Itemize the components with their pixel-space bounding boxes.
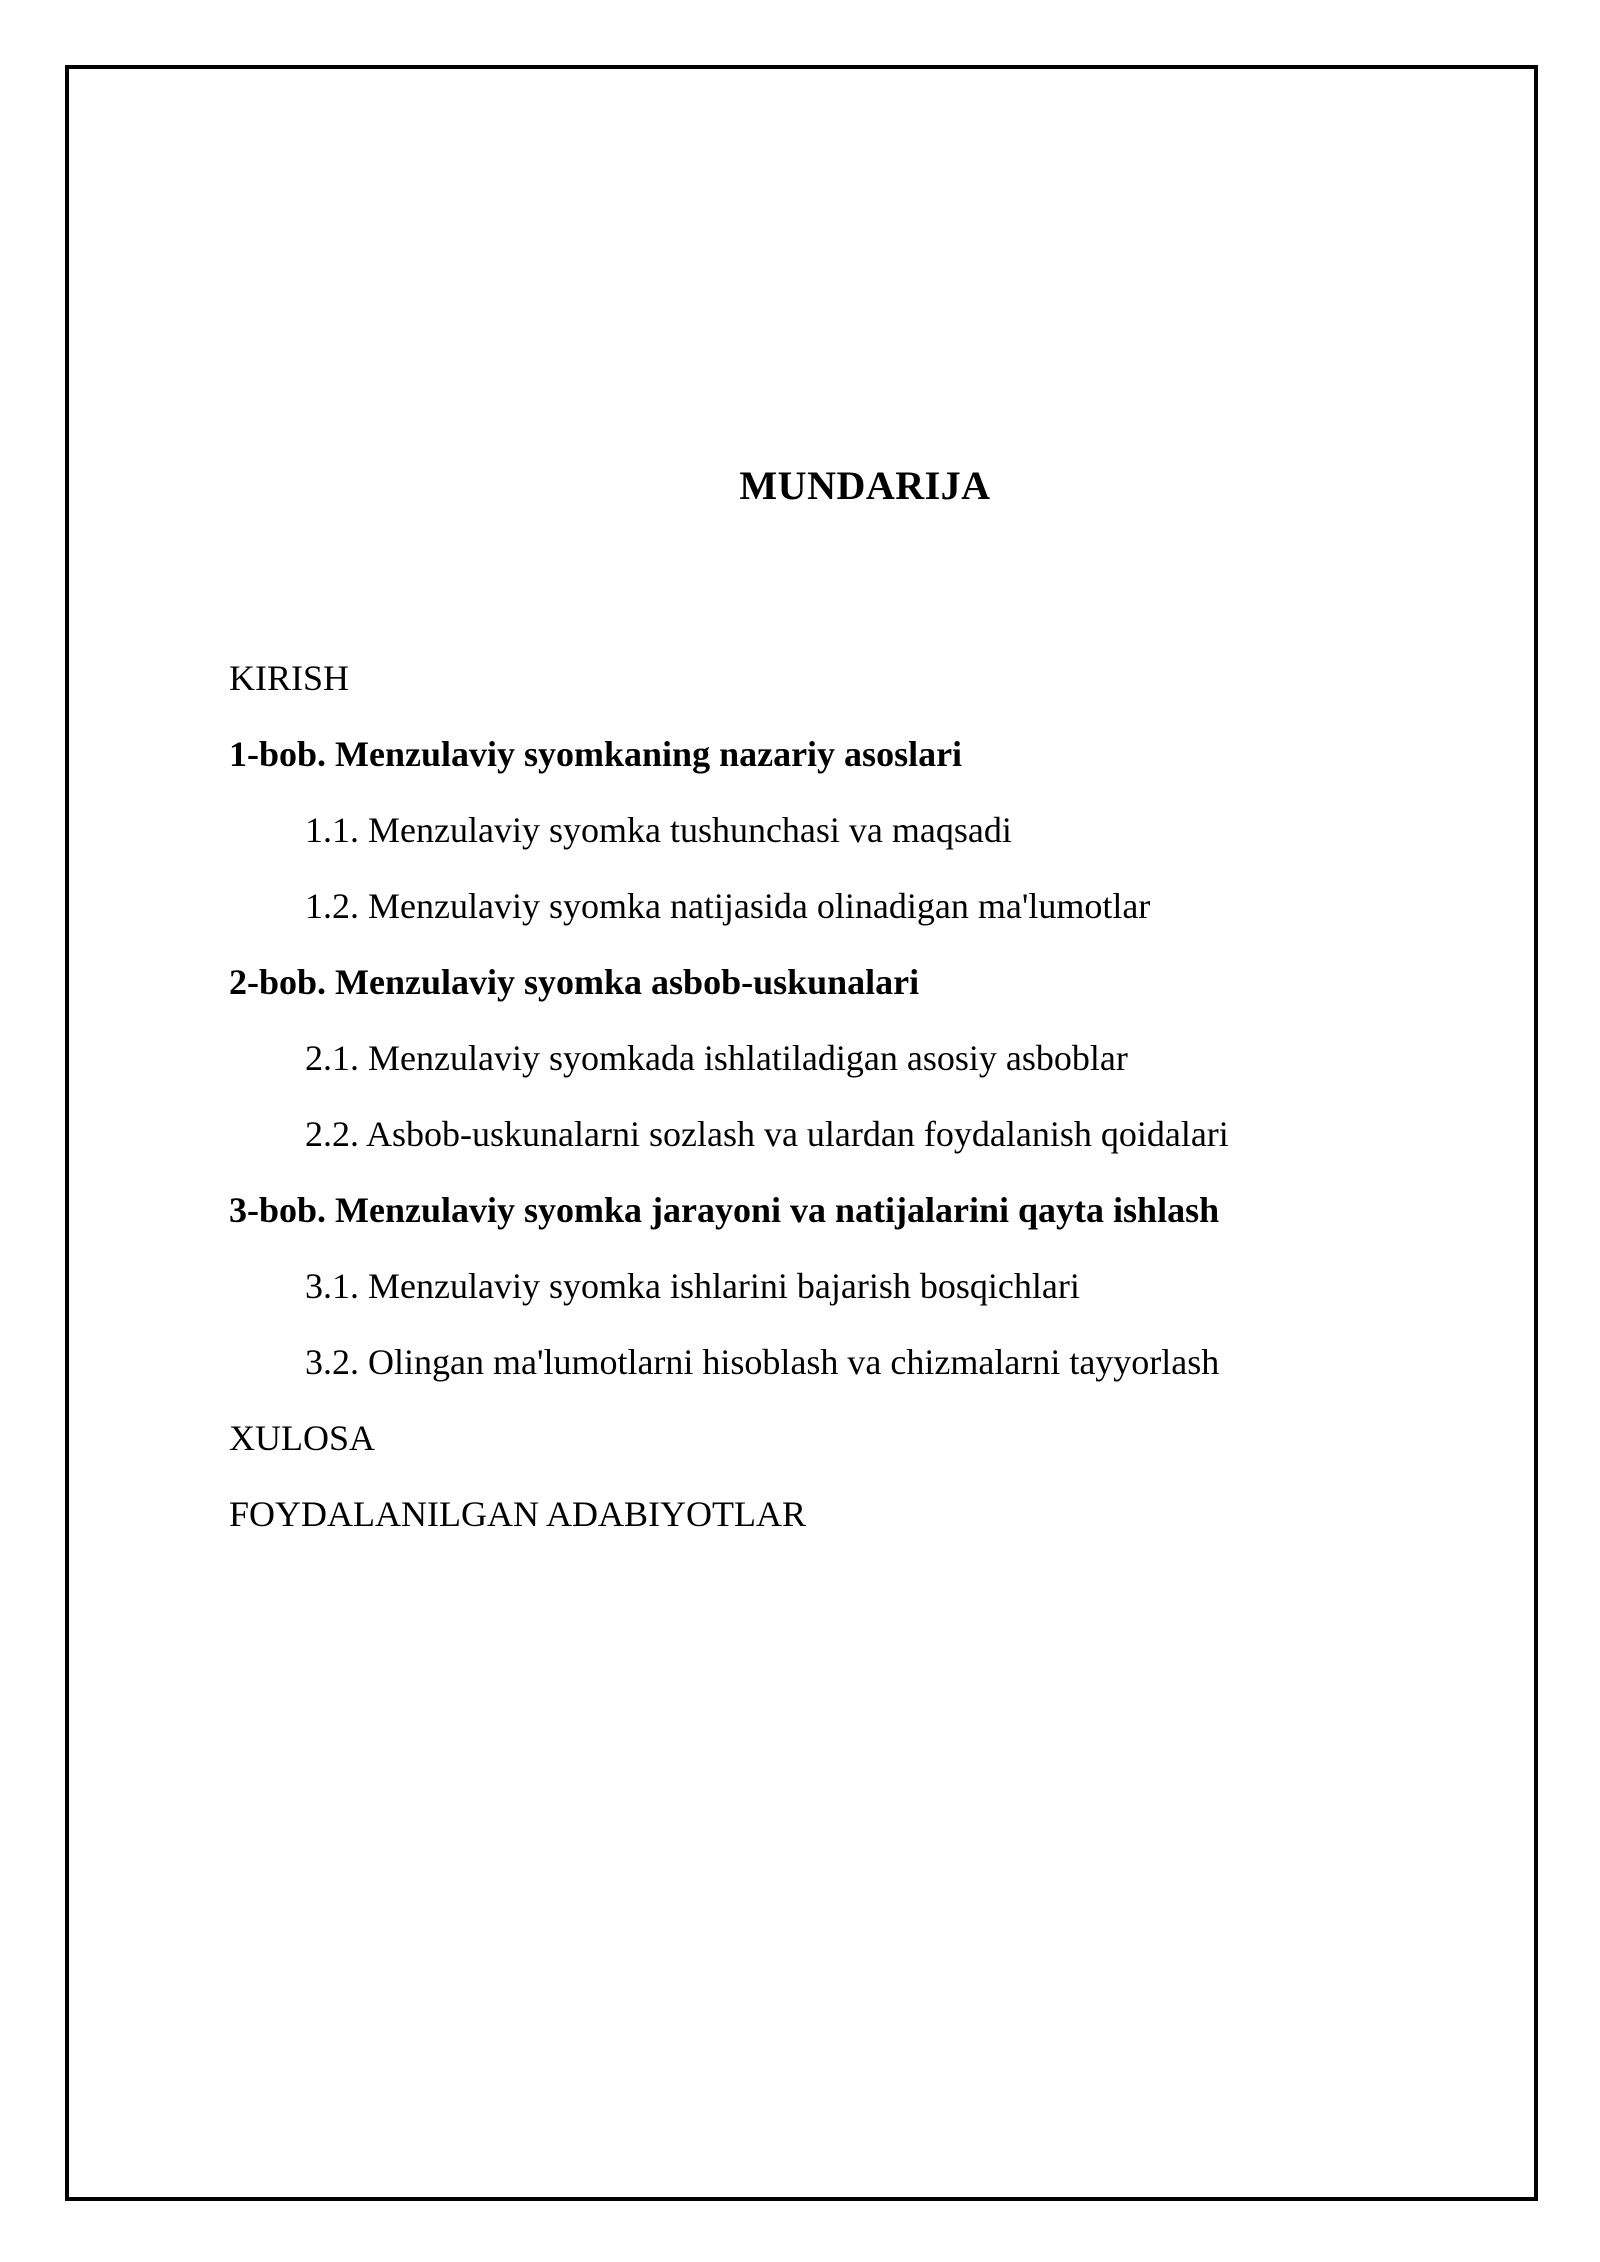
toc-entry: 1-bob. Menzulaviy syomkaning nazariy asoslari — [229, 734, 963, 774]
toc-entry: 2.2. Asbob-uskunalarni sozlash va ulardan foydalanish qoidalari — [305, 1114, 1229, 1154]
toc-entry: FOYDALANILGAN ADABIYOTLAR — [229, 1494, 806, 1534]
page-title: MUNDARIJA — [739, 463, 991, 508]
toc-entry: 3.2. Olingan ma'lumotlarni hisoblash va chizmalarni tayyorlash — [305, 1342, 1220, 1382]
table-of-contents — [229, 640, 1479, 1552]
toc-entry: XULOSA — [229, 1418, 376, 1458]
toc-entry: 2.1. Menzulaviy syomkada ishlatiladigan asosiy asboblar — [305, 1038, 1128, 1078]
toc-entry: 2-bob. Menzulaviy syomka asbob-uskunalari — [229, 962, 920, 1002]
toc-entry: KIRISH — [229, 658, 350, 698]
toc-entry: 3.1. Menzulaviy syomka ishlarini bajarish bosqichlari — [305, 1266, 1080, 1306]
toc-entry: 3-bob. Menzulaviy syomka jarayoni va natijalarini qayta ishlash — [229, 1190, 1220, 1230]
toc-entry: 1.1. Menzulaviy syomka tushunchasi va maqsadi — [305, 810, 1012, 850]
toc-entry: 1.2. Menzulaviy syomka natijasida olinadigan ma'lumotlar — [305, 886, 1151, 926]
